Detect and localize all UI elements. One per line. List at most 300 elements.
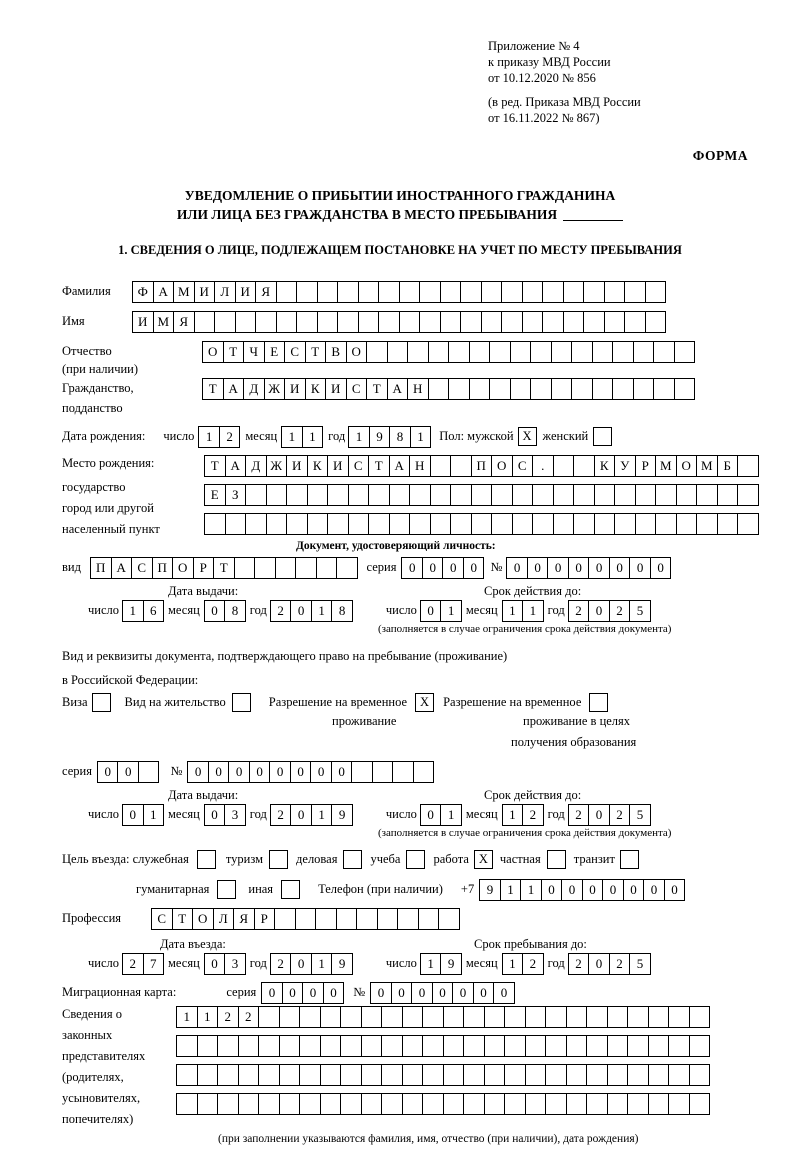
char-cell[interactable]: А bbox=[153, 281, 175, 303]
profession-input[interactable] bbox=[151, 908, 459, 930]
char-cell[interactable] bbox=[366, 341, 388, 363]
char-cell[interactable] bbox=[463, 1093, 485, 1115]
char-cell[interactable]: С bbox=[284, 341, 306, 363]
char-cell[interactable]: С bbox=[512, 455, 534, 477]
char-cell[interactable]: 8 bbox=[331, 600, 353, 622]
char-cell[interactable] bbox=[217, 1093, 239, 1115]
char-cell[interactable] bbox=[356, 908, 378, 930]
char-cell[interactable] bbox=[648, 1006, 670, 1028]
char-cell[interactable] bbox=[471, 513, 493, 535]
char-cell[interactable] bbox=[635, 513, 657, 535]
char-cell[interactable] bbox=[348, 484, 370, 506]
char-cell[interactable] bbox=[399, 311, 421, 333]
char-cell[interactable]: 1 bbox=[311, 600, 333, 622]
migration-number-input[interactable] bbox=[370, 982, 514, 1004]
residence-permit-checkbox[interactable] bbox=[232, 693, 251, 712]
char-cell[interactable] bbox=[614, 513, 636, 535]
char-cell[interactable] bbox=[594, 484, 616, 506]
visa-checkbox[interactable] bbox=[92, 693, 111, 712]
char-cell[interactable]: 0 bbox=[650, 557, 672, 579]
char-cell[interactable]: Т bbox=[172, 908, 194, 930]
char-cell[interactable]: И bbox=[327, 455, 349, 477]
char-cell[interactable]: Ф bbox=[132, 281, 154, 303]
char-cell[interactable]: 0 bbox=[290, 761, 312, 783]
char-cell[interactable] bbox=[566, 1064, 588, 1086]
char-cell[interactable]: 0 bbox=[282, 982, 304, 1004]
char-cell[interactable]: П bbox=[152, 557, 174, 579]
purpose-transit-checkbox[interactable] bbox=[620, 850, 639, 869]
char-cell[interactable] bbox=[655, 484, 677, 506]
char-cell[interactable] bbox=[504, 1035, 526, 1057]
char-cell[interactable] bbox=[422, 1006, 444, 1028]
char-cell[interactable]: Е bbox=[204, 484, 226, 506]
char-cell[interactable] bbox=[194, 311, 216, 333]
char-cell[interactable] bbox=[583, 281, 605, 303]
char-cell[interactable] bbox=[633, 378, 655, 400]
char-cell[interactable]: К bbox=[594, 455, 616, 477]
char-cell[interactable] bbox=[689, 1006, 711, 1028]
permit-valid-day-input[interactable] bbox=[420, 804, 461, 826]
char-cell[interactable]: 0 bbox=[391, 982, 413, 1004]
char-cell[interactable]: 0 bbox=[568, 557, 590, 579]
char-cell[interactable] bbox=[258, 1006, 280, 1028]
char-cell[interactable] bbox=[351, 761, 373, 783]
char-cell[interactable] bbox=[648, 1035, 670, 1057]
char-cell[interactable]: 6 bbox=[143, 600, 165, 622]
stay-year-input[interactable] bbox=[568, 953, 650, 975]
char-cell[interactable] bbox=[481, 311, 503, 333]
char-cell[interactable]: 1 bbox=[311, 804, 333, 826]
char-cell[interactable] bbox=[381, 1006, 403, 1028]
char-cell[interactable] bbox=[653, 378, 675, 400]
char-cell[interactable] bbox=[612, 378, 634, 400]
char-cell[interactable]: К bbox=[305, 378, 327, 400]
char-cell[interactable] bbox=[217, 1035, 239, 1057]
char-cell[interactable]: 2 bbox=[609, 804, 631, 826]
char-cell[interactable]: 1 bbox=[420, 953, 442, 975]
char-cell[interactable] bbox=[238, 1093, 260, 1115]
char-cell[interactable] bbox=[299, 1093, 321, 1115]
char-cell[interactable]: 5 bbox=[629, 804, 651, 826]
char-cell[interactable] bbox=[504, 1093, 526, 1115]
char-cell[interactable] bbox=[409, 513, 431, 535]
char-cell[interactable] bbox=[471, 484, 493, 506]
char-cell[interactable] bbox=[484, 1035, 506, 1057]
char-cell[interactable] bbox=[501, 311, 523, 333]
char-cell[interactable] bbox=[418, 908, 440, 930]
char-cell[interactable] bbox=[571, 378, 593, 400]
char-cell[interactable]: 5 bbox=[629, 953, 651, 975]
char-cell[interactable]: 1 bbox=[348, 426, 370, 448]
char-cell[interactable]: О bbox=[346, 341, 368, 363]
char-cell[interactable] bbox=[566, 1006, 588, 1028]
char-cell[interactable]: А bbox=[225, 455, 247, 477]
char-cell[interactable] bbox=[627, 1093, 649, 1115]
char-cell[interactable] bbox=[573, 455, 595, 477]
char-cell[interactable] bbox=[317, 311, 339, 333]
char-cell[interactable] bbox=[525, 1035, 547, 1057]
char-cell[interactable] bbox=[566, 1093, 588, 1115]
char-cell[interactable]: И bbox=[286, 455, 308, 477]
char-cell[interactable]: 2 bbox=[219, 426, 241, 448]
char-cell[interactable]: М bbox=[696, 455, 718, 477]
char-cell[interactable]: Д bbox=[245, 455, 267, 477]
char-cell[interactable]: 0 bbox=[420, 600, 442, 622]
char-cell[interactable] bbox=[491, 513, 513, 535]
char-cell[interactable]: 2 bbox=[522, 804, 544, 826]
char-cell[interactable]: 9 bbox=[479, 879, 501, 901]
char-cell[interactable] bbox=[489, 378, 511, 400]
char-cell[interactable] bbox=[378, 281, 400, 303]
char-cell[interactable] bbox=[296, 311, 318, 333]
char-cell[interactable]: 0 bbox=[97, 761, 119, 783]
char-cell[interactable] bbox=[307, 484, 329, 506]
char-cell[interactable] bbox=[530, 378, 552, 400]
char-cell[interactable] bbox=[645, 281, 667, 303]
char-cell[interactable] bbox=[176, 1064, 198, 1086]
surname-input[interactable] bbox=[132, 281, 665, 303]
char-cell[interactable] bbox=[238, 1064, 260, 1086]
char-cell[interactable]: 0 bbox=[310, 761, 332, 783]
char-cell[interactable] bbox=[717, 484, 739, 506]
char-cell[interactable]: 1 bbox=[502, 804, 524, 826]
char-cell[interactable] bbox=[573, 484, 595, 506]
doc-valid-month-input[interactable] bbox=[502, 600, 543, 622]
char-cell[interactable] bbox=[491, 484, 513, 506]
char-cell[interactable]: Т bbox=[213, 557, 235, 579]
char-cell[interactable] bbox=[245, 513, 267, 535]
char-cell[interactable] bbox=[235, 311, 257, 333]
char-cell[interactable]: И bbox=[194, 281, 216, 303]
char-cell[interactable] bbox=[320, 1064, 342, 1086]
char-cell[interactable] bbox=[484, 1006, 506, 1028]
char-cell[interactable] bbox=[668, 1064, 690, 1086]
char-cell[interactable] bbox=[204, 513, 226, 535]
char-cell[interactable] bbox=[361, 1035, 383, 1057]
char-cell[interactable] bbox=[689, 1093, 711, 1115]
char-cell[interactable] bbox=[368, 513, 390, 535]
char-cell[interactable] bbox=[592, 341, 614, 363]
sex-male-checkbox[interactable]: X bbox=[518, 427, 537, 446]
char-cell[interactable]: И bbox=[235, 281, 257, 303]
char-cell[interactable] bbox=[340, 1093, 362, 1115]
char-cell[interactable] bbox=[402, 1006, 424, 1028]
char-cell[interactable]: С bbox=[131, 557, 153, 579]
char-cell[interactable] bbox=[689, 1035, 711, 1057]
char-cell[interactable] bbox=[320, 1006, 342, 1028]
char-cell[interactable] bbox=[307, 513, 329, 535]
char-cell[interactable] bbox=[525, 1093, 547, 1115]
char-cell[interactable] bbox=[430, 513, 452, 535]
char-cell[interactable] bbox=[197, 1064, 219, 1086]
char-cell[interactable]: И bbox=[284, 378, 306, 400]
char-cell[interactable]: . bbox=[532, 455, 554, 477]
edu-residence-checkbox[interactable] bbox=[589, 693, 608, 712]
char-cell[interactable] bbox=[295, 557, 317, 579]
char-cell[interactable] bbox=[358, 281, 380, 303]
char-cell[interactable] bbox=[737, 513, 759, 535]
char-cell[interactable] bbox=[450, 484, 472, 506]
char-cell[interactable]: 0 bbox=[204, 600, 226, 622]
doc-issue-year-input[interactable] bbox=[270, 600, 352, 622]
char-cell[interactable] bbox=[402, 1064, 424, 1086]
purpose-other-checkbox[interactable] bbox=[281, 880, 300, 899]
char-cell[interactable]: 8 bbox=[224, 600, 246, 622]
char-cell[interactable]: Л bbox=[213, 908, 235, 930]
char-cell[interactable] bbox=[460, 281, 482, 303]
char-cell[interactable] bbox=[296, 281, 318, 303]
char-cell[interactable] bbox=[176, 1093, 198, 1115]
char-cell[interactable]: 0 bbox=[541, 879, 563, 901]
char-cell[interactable]: З bbox=[225, 484, 247, 506]
char-cell[interactable]: 2 bbox=[568, 953, 590, 975]
entry-month-input[interactable] bbox=[204, 953, 245, 975]
char-cell[interactable] bbox=[627, 1064, 649, 1086]
char-cell[interactable] bbox=[607, 1093, 629, 1115]
char-cell[interactable]: О bbox=[491, 455, 513, 477]
char-cell[interactable] bbox=[607, 1035, 629, 1057]
char-cell[interactable] bbox=[275, 557, 297, 579]
permit-valid-month-input[interactable] bbox=[502, 804, 543, 826]
char-cell[interactable] bbox=[525, 1006, 547, 1028]
char-cell[interactable]: 0 bbox=[249, 761, 271, 783]
char-cell[interactable]: 0 bbox=[290, 600, 312, 622]
char-cell[interactable]: 0 bbox=[302, 982, 324, 1004]
char-cell[interactable] bbox=[512, 484, 534, 506]
birthplace-input-1[interactable] bbox=[204, 455, 758, 477]
char-cell[interactable]: С bbox=[151, 908, 173, 930]
char-cell[interactable]: О bbox=[172, 557, 194, 579]
char-cell[interactable] bbox=[469, 341, 491, 363]
char-cell[interactable] bbox=[463, 1064, 485, 1086]
purpose-business-checkbox[interactable] bbox=[343, 850, 362, 869]
char-cell[interactable]: 8 bbox=[389, 426, 411, 448]
char-cell[interactable]: 0 bbox=[442, 557, 464, 579]
char-cell[interactable]: 5 bbox=[629, 600, 651, 622]
char-cell[interactable] bbox=[336, 908, 358, 930]
char-cell[interactable] bbox=[448, 341, 470, 363]
reps-input-4[interactable] bbox=[176, 1093, 709, 1115]
char-cell[interactable] bbox=[737, 484, 759, 506]
char-cell[interactable]: Ж bbox=[264, 378, 286, 400]
char-cell[interactable]: 0 bbox=[422, 557, 444, 579]
char-cell[interactable] bbox=[258, 1093, 280, 1115]
char-cell[interactable] bbox=[340, 1006, 362, 1028]
char-cell[interactable] bbox=[430, 484, 452, 506]
citizenship-input[interactable] bbox=[202, 378, 694, 400]
doc-issue-month-input[interactable] bbox=[204, 600, 245, 622]
char-cell[interactable] bbox=[392, 761, 414, 783]
char-cell[interactable]: Р bbox=[635, 455, 657, 477]
purpose-private-checkbox[interactable] bbox=[547, 850, 566, 869]
char-cell[interactable] bbox=[501, 281, 523, 303]
char-cell[interactable] bbox=[542, 311, 564, 333]
reps-input-1[interactable] bbox=[176, 1006, 709, 1028]
doc-valid-day-input[interactable] bbox=[420, 600, 461, 622]
char-cell[interactable]: К bbox=[307, 455, 329, 477]
char-cell[interactable]: 0 bbox=[588, 953, 610, 975]
char-cell[interactable]: М bbox=[153, 311, 175, 333]
char-cell[interactable] bbox=[225, 513, 247, 535]
char-cell[interactable] bbox=[607, 1064, 629, 1086]
char-cell[interactable] bbox=[430, 455, 452, 477]
char-cell[interactable] bbox=[542, 281, 564, 303]
char-cell[interactable]: 9 bbox=[331, 953, 353, 975]
char-cell[interactable] bbox=[522, 281, 544, 303]
char-cell[interactable]: 3 bbox=[224, 804, 246, 826]
permit-number-input[interactable] bbox=[187, 761, 433, 783]
char-cell[interactable]: Н bbox=[409, 455, 431, 477]
purpose-humanitarian-checkbox[interactable] bbox=[217, 880, 236, 899]
char-cell[interactable]: 0 bbox=[643, 879, 665, 901]
char-cell[interactable] bbox=[443, 1035, 465, 1057]
char-cell[interactable] bbox=[387, 341, 409, 363]
char-cell[interactable]: Т bbox=[368, 455, 390, 477]
char-cell[interactable]: 2 bbox=[238, 1006, 260, 1028]
char-cell[interactable] bbox=[286, 513, 308, 535]
char-cell[interactable]: 1 bbox=[176, 1006, 198, 1028]
char-cell[interactable]: 0 bbox=[204, 804, 226, 826]
char-cell[interactable]: 0 bbox=[370, 982, 392, 1004]
char-cell[interactable] bbox=[653, 341, 675, 363]
char-cell[interactable] bbox=[586, 1093, 608, 1115]
char-cell[interactable]: О bbox=[676, 455, 698, 477]
char-cell[interactable]: М bbox=[655, 455, 677, 477]
char-cell[interactable]: Я bbox=[255, 281, 277, 303]
char-cell[interactable] bbox=[573, 513, 595, 535]
char-cell[interactable] bbox=[484, 1064, 506, 1086]
name-input[interactable] bbox=[132, 311, 665, 333]
char-cell[interactable] bbox=[340, 1035, 362, 1057]
char-cell[interactable]: А bbox=[387, 378, 409, 400]
char-cell[interactable] bbox=[279, 1006, 301, 1028]
char-cell[interactable] bbox=[481, 281, 503, 303]
char-cell[interactable]: 0 bbox=[331, 761, 353, 783]
stay-day-input[interactable] bbox=[420, 953, 461, 975]
char-cell[interactable] bbox=[258, 1064, 280, 1086]
char-cell[interactable] bbox=[510, 378, 532, 400]
char-cell[interactable]: 2 bbox=[122, 953, 144, 975]
char-cell[interactable]: 0 bbox=[290, 953, 312, 975]
permit-valid-year-input[interactable] bbox=[568, 804, 650, 826]
reps-input-3[interactable] bbox=[176, 1064, 709, 1086]
char-cell[interactable] bbox=[217, 1064, 239, 1086]
char-cell[interactable]: С bbox=[346, 378, 368, 400]
char-cell[interactable] bbox=[668, 1035, 690, 1057]
char-cell[interactable] bbox=[553, 513, 575, 535]
char-cell[interactable] bbox=[545, 1035, 567, 1057]
doc-number-input[interactable] bbox=[506, 557, 670, 579]
reps-input-2[interactable] bbox=[176, 1035, 709, 1057]
char-cell[interactable]: 1 bbox=[281, 426, 303, 448]
birth-year-input[interactable] bbox=[348, 426, 430, 448]
char-cell[interactable] bbox=[361, 1093, 383, 1115]
sex-female-checkbox[interactable] bbox=[593, 427, 612, 446]
char-cell[interactable] bbox=[299, 1006, 321, 1028]
char-cell[interactable]: 0 bbox=[602, 879, 624, 901]
char-cell[interactable] bbox=[604, 311, 626, 333]
char-cell[interactable] bbox=[551, 341, 573, 363]
entry-year-input[interactable] bbox=[270, 953, 352, 975]
char-cell[interactable]: С bbox=[348, 455, 370, 477]
char-cell[interactable]: 0 bbox=[629, 557, 651, 579]
char-cell[interactable]: 0 bbox=[623, 879, 645, 901]
char-cell[interactable]: Т bbox=[223, 341, 245, 363]
birthplace-input-3[interactable] bbox=[204, 513, 758, 535]
char-cell[interactable] bbox=[443, 1064, 465, 1086]
char-cell[interactable]: 2 bbox=[522, 953, 544, 975]
char-cell[interactable] bbox=[316, 557, 338, 579]
char-cell[interactable]: 0 bbox=[323, 982, 345, 1004]
char-cell[interactable] bbox=[440, 281, 462, 303]
temp-residence-checkbox[interactable]: X bbox=[415, 693, 434, 712]
char-cell[interactable]: 0 bbox=[582, 879, 604, 901]
char-cell[interactable]: 2 bbox=[270, 600, 292, 622]
char-cell[interactable] bbox=[389, 484, 411, 506]
char-cell[interactable] bbox=[469, 378, 491, 400]
char-cell[interactable]: Н bbox=[407, 378, 429, 400]
char-cell[interactable]: 0 bbox=[411, 982, 433, 1004]
char-cell[interactable] bbox=[378, 311, 400, 333]
char-cell[interactable]: Д bbox=[243, 378, 265, 400]
char-cell[interactable] bbox=[337, 281, 359, 303]
char-cell[interactable] bbox=[489, 341, 511, 363]
stay-month-input[interactable] bbox=[502, 953, 543, 975]
char-cell[interactable]: 3 bbox=[224, 953, 246, 975]
char-cell[interactable]: 0 bbox=[527, 557, 549, 579]
char-cell[interactable]: Е bbox=[264, 341, 286, 363]
char-cell[interactable] bbox=[586, 1035, 608, 1057]
char-cell[interactable] bbox=[238, 1035, 260, 1057]
char-cell[interactable] bbox=[717, 513, 739, 535]
char-cell[interactable]: И bbox=[132, 311, 154, 333]
char-cell[interactable]: 0 bbox=[473, 982, 495, 1004]
char-cell[interactable]: 0 bbox=[561, 879, 583, 901]
char-cell[interactable] bbox=[428, 378, 450, 400]
char-cell[interactable] bbox=[336, 557, 358, 579]
char-cell[interactable] bbox=[674, 378, 696, 400]
char-cell[interactable]: 0 bbox=[261, 982, 283, 1004]
char-cell[interactable] bbox=[327, 484, 349, 506]
char-cell[interactable] bbox=[402, 1035, 424, 1057]
doc-valid-year-input[interactable] bbox=[568, 600, 650, 622]
char-cell[interactable]: В bbox=[325, 341, 347, 363]
char-cell[interactable] bbox=[443, 1093, 465, 1115]
char-cell[interactable]: 0 bbox=[401, 557, 423, 579]
permit-issue-month-input[interactable] bbox=[204, 804, 245, 826]
char-cell[interactable] bbox=[377, 908, 399, 930]
char-cell[interactable] bbox=[624, 311, 646, 333]
char-cell[interactable] bbox=[368, 484, 390, 506]
char-cell[interactable]: Б bbox=[717, 455, 739, 477]
char-cell[interactable] bbox=[676, 484, 698, 506]
char-cell[interactable]: 2 bbox=[270, 804, 292, 826]
char-cell[interactable]: Ж bbox=[266, 455, 288, 477]
char-cell[interactable] bbox=[197, 1093, 219, 1115]
char-cell[interactable] bbox=[397, 908, 419, 930]
char-cell[interactable] bbox=[594, 513, 616, 535]
char-cell[interactable]: Т bbox=[204, 455, 226, 477]
char-cell[interactable] bbox=[571, 341, 593, 363]
char-cell[interactable] bbox=[545, 1093, 567, 1115]
char-cell[interactable]: 0 bbox=[588, 804, 610, 826]
char-cell[interactable] bbox=[504, 1006, 526, 1028]
char-cell[interactable] bbox=[566, 1035, 588, 1057]
char-cell[interactable] bbox=[604, 281, 626, 303]
birth-month-input[interactable] bbox=[281, 426, 322, 448]
char-cell[interactable]: 0 bbox=[588, 557, 610, 579]
char-cell[interactable] bbox=[563, 311, 585, 333]
